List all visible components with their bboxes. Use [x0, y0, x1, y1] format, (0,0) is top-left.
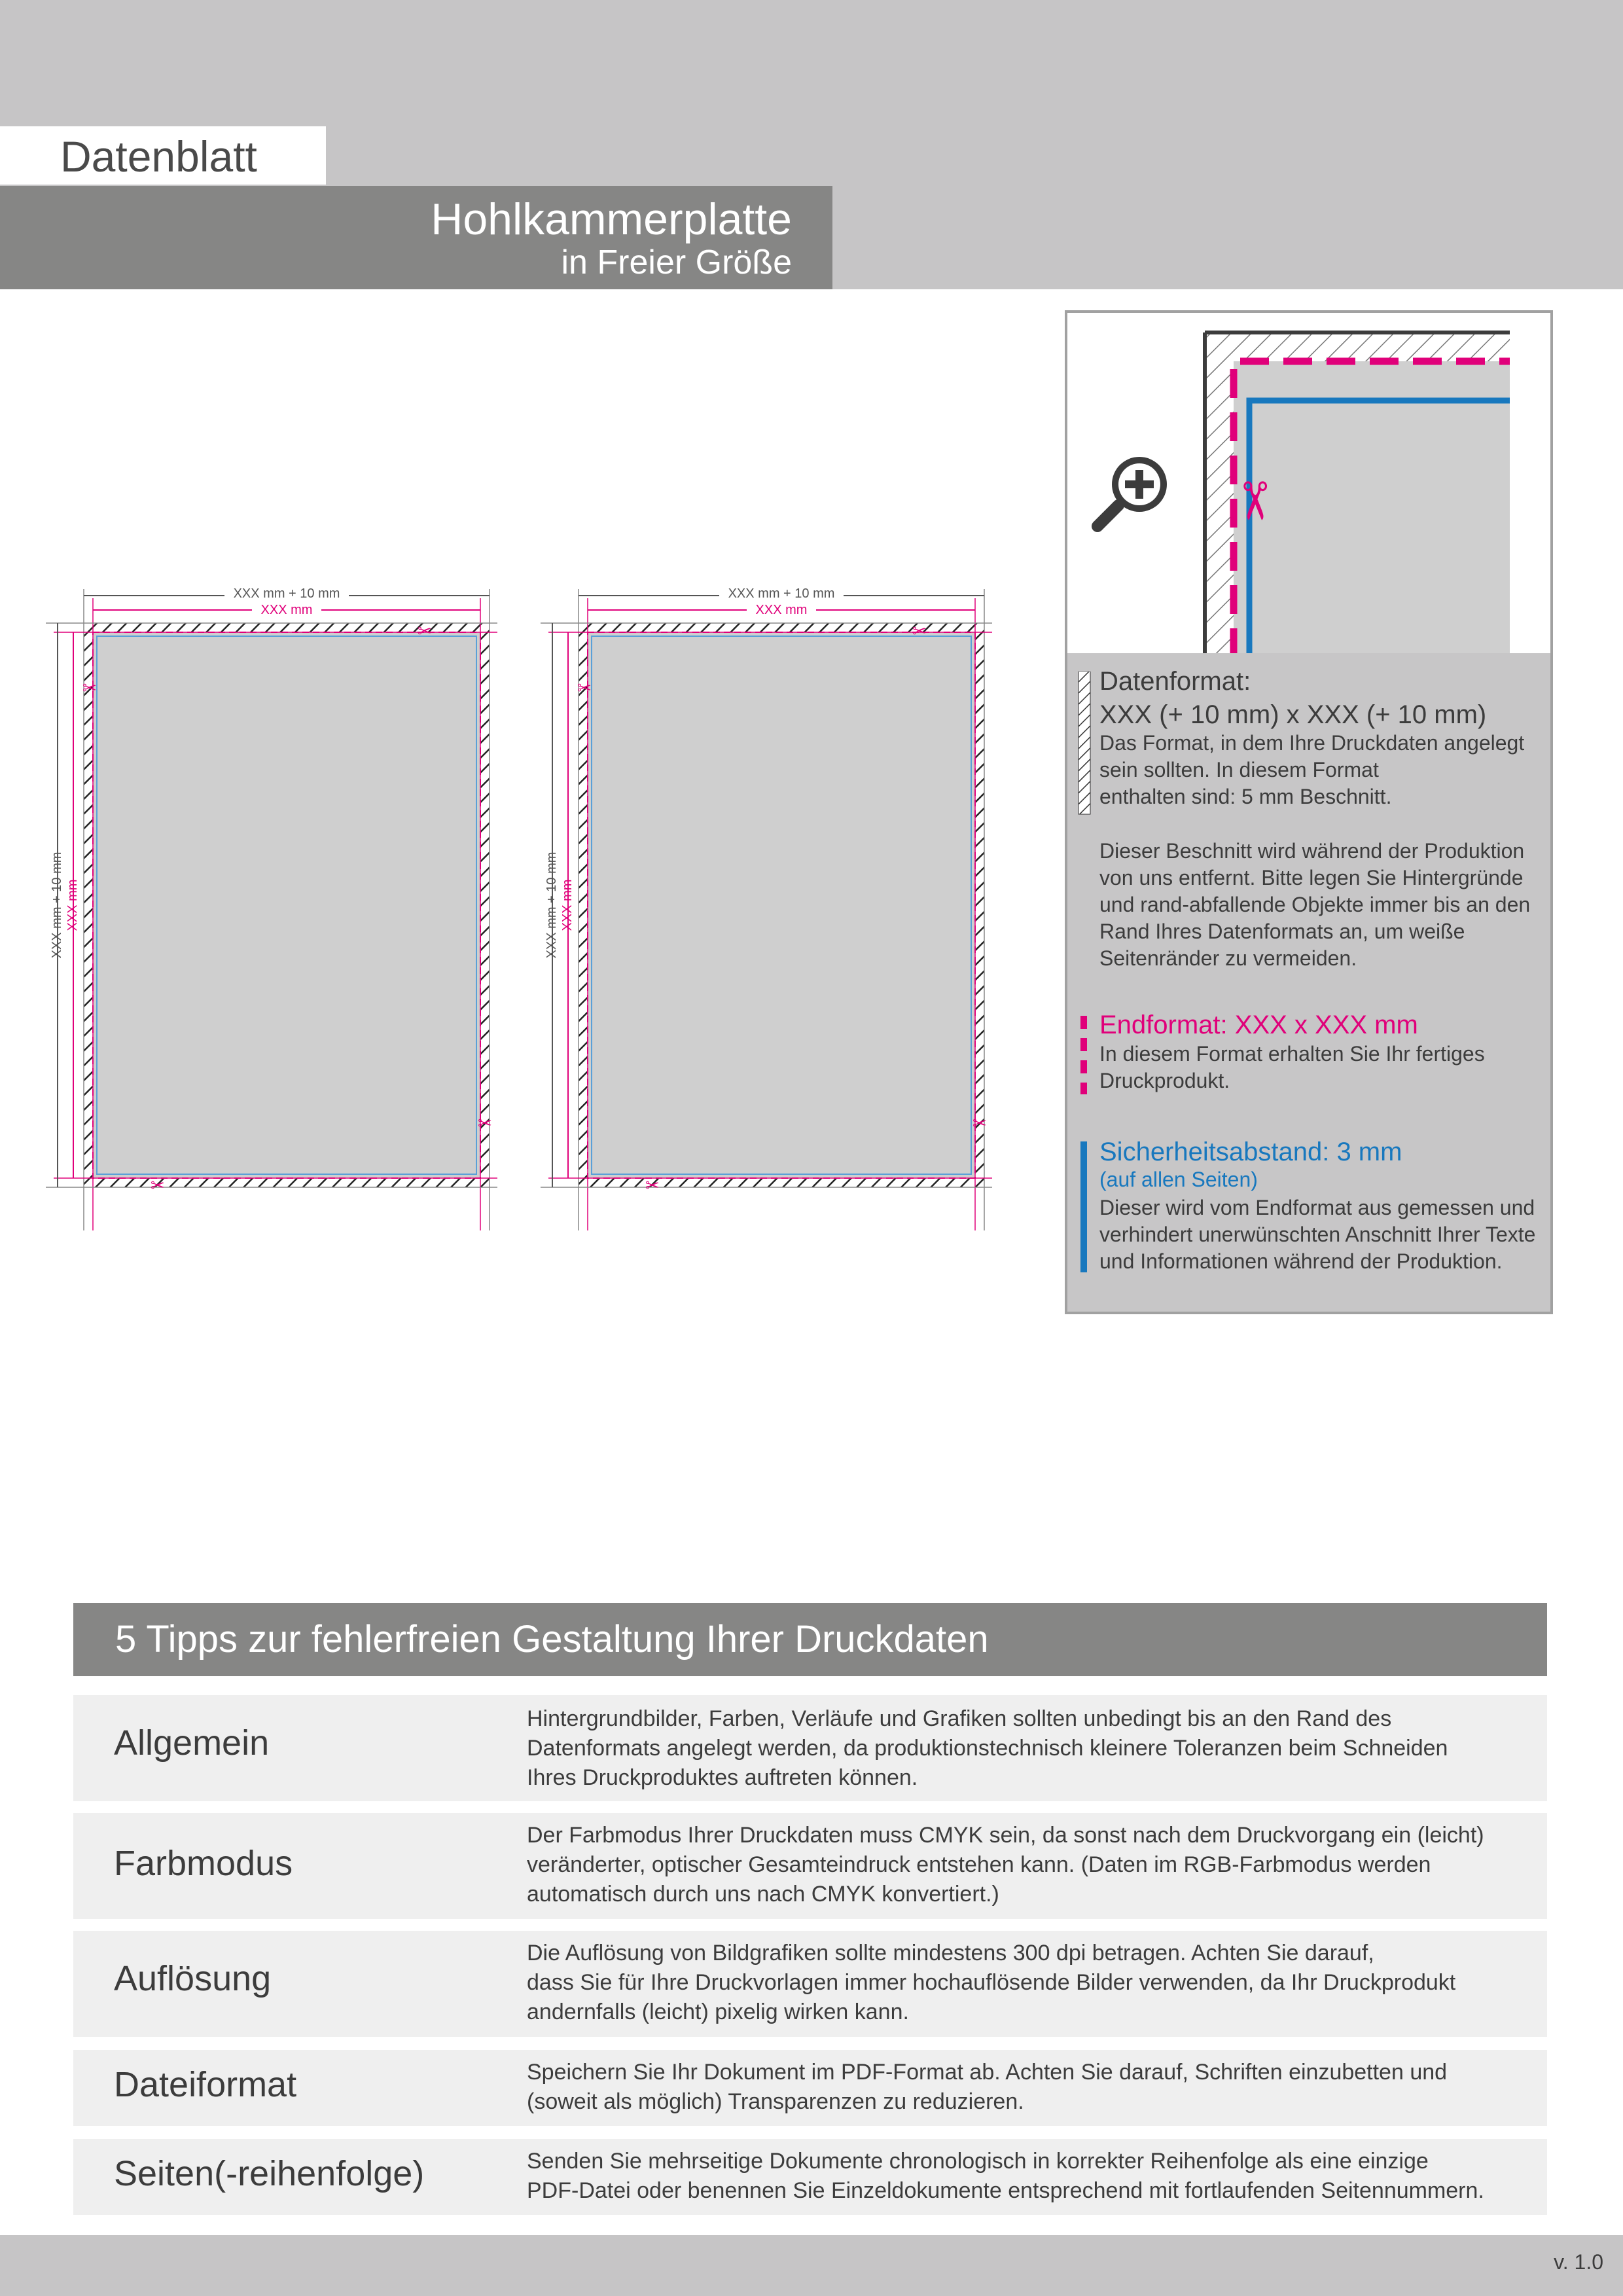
- diagram-right: [541, 585, 992, 1230]
- sicherheit-line: Dieser wird vom Endformat aus gemessen und: [1099, 1196, 1535, 1219]
- scissors-icon: ✂: [577, 678, 592, 698]
- sicherheit-line: verhindert unerwünschten Anschnitt Ihrer Texte: [1099, 1223, 1536, 1246]
- beschnitt-line: und rand-abfallende Objekte immer bis an den: [1099, 893, 1531, 916]
- scissors-icon: ✂: [1225, 479, 1283, 524]
- sicherheit-sub: (auf allen Seiten): [1099, 1168, 1258, 1191]
- tip-text: PDF-Datei oder benennen Sie Einzeldokumente entsprechend mit fortlaufenden Seitennummern.: [527, 2178, 1484, 2203]
- diagram-left: [46, 585, 497, 1230]
- footer-band: [0, 2235, 1623, 2296]
- tip-text: Speichern Sie Ihr Dokument im PDF-Format ab. Achten Sie darauf, Schriften einzubetten und: [527, 2060, 1448, 2085]
- beschnitt-line: Seitenränder zu vermeiden.: [1099, 946, 1357, 970]
- tip-text: Ihres Druckproduktes auftreten können.: [527, 1765, 918, 1790]
- height-inner-label: XXX mm: [65, 879, 80, 931]
- sicherheit-title: Sicherheitsabstand: 3 mm: [1099, 1138, 1402, 1166]
- tip-text: automatisch durch uns nach CMYK konvertiert.): [527, 1882, 999, 1907]
- tip-row-farbmodus: [73, 1813, 1547, 1919]
- scissors-icon: ✂: [151, 1175, 165, 1195]
- zoom-in-icon: [1097, 457, 1167, 526]
- page-title: Hohlkammerplatte: [431, 194, 792, 244]
- tip-text: Hintergrundbilder, Farben, Verläufe und Grafiken sollten unbedingt bis an den Rand des: [527, 1706, 1392, 1731]
- tip-text: Der Farbmodus Ihrer Druckdaten muss CMYK sein, da sonst nach dem Druckvorgang ein (leicht): [527, 1823, 1484, 1848]
- sicherheit-line: und Informationen während der Produktion.: [1099, 1249, 1503, 1273]
- tip-row-dateiformat: [73, 2050, 1547, 2126]
- tip-label: Seiten(-reihenfolge): [114, 2154, 425, 2193]
- tip-row-allgemein: [73, 1695, 1547, 1801]
- tips-title: 5 Tipps zur fehlerfreien Gestaltung Ihrer Druckdaten: [115, 1618, 989, 1660]
- tip-text: Datenformats angelegt werden, da produktionstechnisch kleinere Toleranzen beim Schneiden: [527, 1736, 1448, 1761]
- datenformat-line: enthalten sind: 5 mm Beschnitt.: [1099, 785, 1392, 808]
- beschnitt-line: von uns entfernt. Bitte legen Sie Hintergründe: [1099, 866, 1524, 889]
- format-diagrams: [39, 576, 1034, 1244]
- beschnitt-line: Dieser Beschnitt wird während der Produktion: [1099, 839, 1525, 863]
- endformat-line: Druckprodukt.: [1099, 1069, 1230, 1092]
- width-inner-label: XXX mm: [260, 603, 313, 617]
- datenformat-line: Das Format, in dem Ihre Druckdaten angelegt: [1099, 731, 1525, 755]
- datenblatt-label: Datenblatt: [60, 132, 257, 181]
- page-subtitle: in Freier Größe: [561, 243, 792, 281]
- hatch-marker: [1077, 672, 1093, 816]
- scissors-icon: ✂: [912, 621, 927, 641]
- tip-label: Auflösung: [114, 1959, 272, 1998]
- tip-text: Senden Sie mehrseitige Dokumente chronologisch in korrekter Reihenfolge als eine einzige: [527, 2149, 1429, 2174]
- scissors-icon: ✂: [82, 678, 97, 698]
- tip-label: Allgemein: [114, 1723, 270, 1763]
- corner-detail: [1067, 313, 1550, 653]
- tip-row-seiten: [73, 2139, 1547, 2215]
- endformat-title: Endformat: XXX x XXX mm: [1099, 1011, 1418, 1039]
- datenformat-title: Datenformat:: [1099, 667, 1251, 696]
- final-area: [588, 632, 975, 1178]
- tip-text: veränderter, optischer Gesamteindruck entstehen kann. (Daten im RGB-Farbmodus werden: [527, 1852, 1431, 1877]
- tip-text: Die Auflösung von Bildgrafiken sollte mindestens 300 dpi betragen. Achten Sie darauf,: [527, 1941, 1374, 1965]
- version-label: v. 1.0: [1554, 2250, 1603, 2274]
- tip-label: Farbmodus: [114, 1844, 293, 1883]
- safety-marker: [1080, 1141, 1088, 1272]
- endformat-line: In diesem Format erhalten Sie Ihr fertiges: [1099, 1042, 1485, 1066]
- tip-label: Dateiformat: [114, 2065, 297, 2104]
- tip-text: andernfalls (leicht) pixelig wirken kann.: [527, 2000, 909, 2024]
- beschnitt-line: Rand Ihres Datenformats an, um weiße: [1099, 920, 1465, 943]
- tip-text: dass Sie für Ihre Druckvorlagen immer hochauflösende Bilder verwenden, da Ihr Druckprodukt: [527, 1970, 1456, 1995]
- scissors-icon: ✂: [418, 621, 432, 641]
- width-label: XXX mm + 10 mm: [233, 586, 340, 601]
- width-inner-label: XXX mm: [755, 603, 808, 617]
- tip-text: (soweit als möglich) Transparenzen zu reduzieren.: [527, 2089, 1024, 2114]
- height-label: XXX mm + 10 mm: [544, 852, 559, 959]
- width-label: XXX mm + 10 mm: [728, 586, 835, 601]
- tip-row-aufloesung: [73, 1931, 1547, 2037]
- scissors-icon: ✂: [645, 1175, 660, 1195]
- height-label: XXX mm + 10 mm: [50, 852, 64, 959]
- datenformat-line: sein sollten. In diesem Format: [1099, 758, 1379, 781]
- height-inner-label: XXX mm: [560, 879, 575, 931]
- trim-marker: [1080, 1016, 1088, 1094]
- datenformat-size: XXX (+ 10 mm) x XXX (+ 10 mm): [1099, 700, 1487, 729]
- scissors-icon: ✂: [478, 1113, 492, 1133]
- scissors-icon: ✂: [972, 1113, 987, 1133]
- final-area: [93, 632, 480, 1178]
- title-box: [0, 186, 832, 289]
